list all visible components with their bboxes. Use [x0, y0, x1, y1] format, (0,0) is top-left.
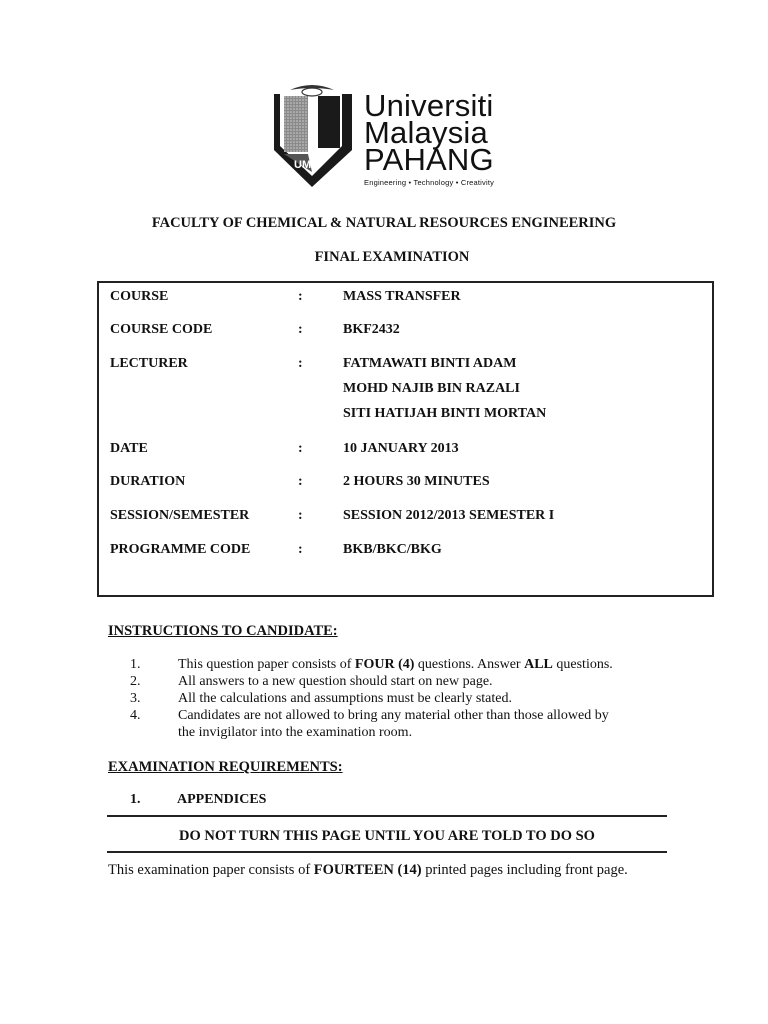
requirements-heading: EXAMINATION REQUIREMENTS: — [108, 759, 343, 775]
instruction-number: 3. — [130, 691, 141, 706]
lecturer-name-3: SITI HATIJAH BINTI MORTAN — [343, 406, 547, 421]
faculty-title: FACULTY OF CHEMICAL & NATURAL RESOURCES ENGINEERING — [151, 215, 617, 231]
instruction-text-line-2: the invigilator into the examination room. — [178, 725, 413, 740]
duration-label: DURATION — [110, 474, 186, 489]
session-colon: : — [298, 508, 303, 523]
course-code-label: COURSE CODE — [110, 322, 213, 337]
exam-title: FINAL EXAMINATION — [314, 249, 470, 265]
instruction-text: All answers to a new question should start on new page. — [178, 674, 493, 689]
course-code-colon: : — [298, 322, 303, 337]
instruction-number: 2. — [130, 674, 141, 689]
lecturer-name-1: FATMAWATI BINTI ADAM — [343, 356, 517, 371]
instruction-text: questions. Answer — [414, 657, 525, 672]
instruction-text: All the calculations and assumptions must be clearly stated. — [178, 691, 512, 706]
programme-colon: : — [298, 542, 303, 557]
emblem-text: UMP — [294, 159, 319, 171]
course-code-value: BKF2432 — [343, 322, 400, 337]
requirement-text: APPENDICES — [177, 792, 267, 807]
session-label: SESSION/SEMESTER — [110, 508, 250, 523]
logo-tagline: Engineering • Technology • Creativity — [364, 178, 495, 187]
date-value: 10 JANUARY 2013 — [343, 441, 459, 456]
course-value: MASS TRANSFER — [343, 289, 461, 304]
university-logo — [272, 84, 522, 194]
logo-name-line-3: PAHANG — [364, 142, 494, 177]
logo-name-line-2: Malaysia — [364, 115, 488, 150]
lecturer-label: LECTURER — [110, 356, 188, 371]
page-count-text: This examination paper consists of — [108, 862, 314, 878]
instruction-item-2 — [130, 673, 690, 690]
instruction-number: 1. — [130, 657, 141, 672]
duration-value: 2 HOURS 30 MINUTES — [343, 474, 490, 489]
requirement-item-1 — [130, 792, 267, 808]
lecturer-name-2: MOHD NAJIB BIN RAZALI — [343, 381, 520, 396]
course-label: COURSE — [110, 289, 169, 304]
instruction-text-line-1: Candidates are not allowed to bring any material other than those allowed by — [178, 708, 609, 723]
programme-value: BKB/BKC/BKG — [343, 542, 442, 557]
date-colon: : — [298, 441, 303, 456]
instructions-list — [130, 656, 690, 741]
divider-top — [107, 815, 667, 817]
divider-bottom — [107, 851, 667, 853]
lecturer-colon: : — [298, 356, 303, 371]
instruction-text: This question paper consists of — [178, 657, 355, 672]
duration-colon: : — [298, 474, 303, 489]
logo-name-line-1: Universiti — [364, 88, 494, 123]
instruction-text: questions. — [552, 657, 613, 672]
requirement-number: 1. — [130, 792, 141, 807]
instruction-item-4 — [130, 707, 690, 741]
page-count-number: FOURTEEN (14) — [313, 862, 422, 878]
instruction-emphasis: ALL — [524, 657, 553, 672]
programme-label: PROGRAMME CODE — [110, 542, 251, 557]
instructions-heading: INSTRUCTIONS TO CANDIDATE: — [108, 623, 338, 639]
page-count-note — [108, 862, 628, 879]
instruction-item-3 — [130, 690, 690, 707]
instruction-emphasis: FOUR (4) — [354, 657, 415, 672]
session-value: SESSION 2012/2013 SEMESTER I — [343, 508, 555, 523]
warning-notice: DO NOT TURN THIS PAGE UNTIL YOU ARE TOLD TO DO SO — [179, 828, 595, 844]
course-info-box — [97, 281, 714, 597]
course-colon: : — [298, 289, 303, 304]
university-emblem-icon — [272, 84, 356, 188]
date-label: DATE — [110, 441, 148, 456]
instruction-number: 4. — [130, 708, 141, 723]
instruction-item-1 — [130, 656, 690, 673]
lecturer-values — [343, 351, 546, 426]
page-count-text-end: printed pages including front page. — [421, 862, 628, 878]
